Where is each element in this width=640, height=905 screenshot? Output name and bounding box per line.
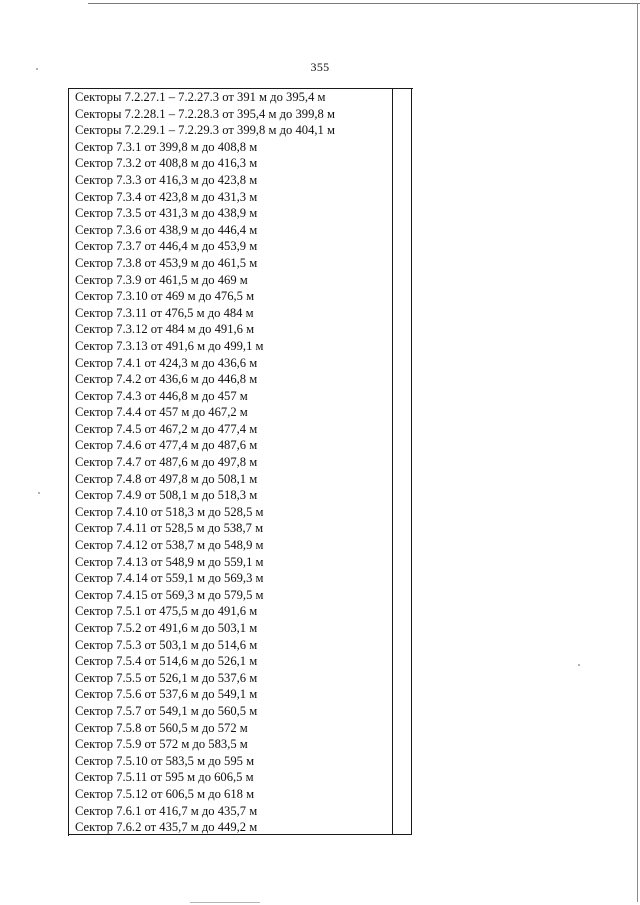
- scan-speck: [578, 664, 580, 666]
- table-row: Сектор 7.3.7 от 446,4 м до 453,9 м: [75, 239, 258, 254]
- table-row: Сектор 7.6.2 от 435,7 м до 449,2 м: [75, 820, 258, 835]
- table-row: Сектор 7.5.8 от 560,5 м до 572 м: [75, 720, 248, 735]
- table-row: Сектор 7.3.12 от 484 м до 491,6 м: [75, 322, 255, 337]
- table-row: Сектор 7.4.15 от 569,3 м до 579,5 м: [75, 587, 264, 602]
- table-row: Сектор 7.6.1 от 416,7 м до 435,7 м: [75, 803, 258, 818]
- table-row: Сектор 7.3.2 от 408,8 м до 416,3 м: [75, 156, 258, 171]
- table-row: Сектор 7.4.10 от 518,3 м до 528,5 м: [75, 504, 264, 519]
- scan-edge-bottom: [190, 902, 260, 903]
- table-row: Сектор 7.3.3 от 416,3 м до 423,8 м: [75, 172, 258, 187]
- table-bottom-border: [68, 834, 412, 835]
- table-row: Сектор 7.4.9 от 508,1 м до 518,3 м: [75, 488, 258, 503]
- table-row: Сектор 7.4.13 от 548,9 м до 559,1 м: [75, 554, 264, 569]
- table-row: Сектор 7.4.14 от 559,1 м до 569,3 м: [75, 571, 264, 586]
- table-row: Сектор 7.3.5 от 431,3 м до 438,9 м: [75, 206, 258, 221]
- table-row: Секторы 7.2.28.1 – 7.2.28.3 от 395,4 м до 399,8 м: [75, 106, 335, 121]
- table-row: Сектор 7.5.4 от 514,6 м до 526,1 м: [75, 654, 258, 669]
- table-row: Сектор 7.4.8 от 497,8 м до 508,1 м: [75, 471, 258, 486]
- table-row: Сектор 7.3.1 от 399,8 м до 408,8 м: [75, 139, 258, 154]
- table-row: Сектор 7.3.8 от 453,9 м до 461,5 м: [75, 255, 258, 270]
- scan-speck: [38, 492, 40, 494]
- scan-edge-right: [637, 3, 638, 902]
- table-row: Сектор 7.3.10 от 469 м до 476,5 м: [75, 289, 255, 304]
- table-row: Секторы 7.2.27.1 – 7.2.27.3 от 391 м до 395,4 м: [75, 90, 326, 104]
- table-row: Сектор 7.3.6 от 438,9 м до 446,4 м: [75, 222, 258, 237]
- table-row: Сектор 7.4.2 от 436,6 м до 446,8 м: [75, 372, 258, 387]
- table-row: Сектор 7.4.6 от 477,4 м до 487,6 м: [75, 438, 258, 453]
- table-row: Сектор 7.5.1 от 475,5 м до 491,6 м: [75, 604, 258, 619]
- table-row: Сектор 7.4.12 от 538,7 м до 548,9 м: [75, 538, 264, 553]
- page-number: 355: [310, 60, 330, 74]
- table-row: Сектор 7.5.6 от 537,6 м до 549,1 м: [75, 687, 258, 702]
- table-row: Сектор 7.5.12 от 606,5 м до 618 м: [75, 786, 255, 801]
- table-row: Сектор 7.4.3 от 446,8 м до 457 м: [75, 388, 248, 403]
- table-row: Сектор 7.4.1 от 424,3 м до 436,6 м: [75, 355, 258, 370]
- table-row: Сектор 7.3.11 от 476,5 м до 484 м: [75, 305, 254, 320]
- table-row: Сектор 7.5.7 от 549,1 м до 560,5 м: [75, 703, 258, 718]
- table-row: Сектор 7.4.11 от 528,5 м до 538,7 м: [75, 521, 264, 536]
- scan-edge-top: [88, 3, 640, 4]
- table-empty-column: [392, 88, 412, 835]
- table-row: Сектор 7.3.4 от 423,8 м до 431,3 м: [75, 189, 258, 204]
- sector-table: [68, 88, 413, 836]
- table-row: Сектор 7.5.9 от 572 м до 583,5 м: [75, 737, 248, 752]
- table-row: Сектор 7.3.13 от 491,6 м до 499,1 м: [75, 338, 264, 353]
- table-row: Сектор 7.5.11 от 595 м до 606,5 м: [75, 770, 254, 785]
- table-row: Сектор 7.5.2 от 491,6 м до 503,1 м: [75, 621, 258, 635]
- table-row: Сектор 7.5.5 от 526,1 м до 537,6 м: [75, 670, 258, 685]
- table-row: Секторы 7.2.29.1 – 7.2.29.3 от 399,8 м до 404,1 м: [75, 123, 335, 138]
- table-row: Сектор 7.3.9 от 461,5 м до 469 м: [75, 272, 248, 287]
- table-row: Сектор 7.5.10 от 583,5 м до 595 м: [75, 753, 255, 768]
- table-row: Сектор 7.4.5 от 467,2 м до 477,4 м: [75, 421, 258, 436]
- table-row: Сектор 7.4.7 от 487,6 м до 497,8 м: [75, 455, 258, 470]
- table-row: Сектор 7.4.4 от 457 м до 467,2 м: [75, 405, 248, 420]
- table-row: Сектор 7.5.3 от 503,1 м до 514,6 м: [75, 637, 258, 652]
